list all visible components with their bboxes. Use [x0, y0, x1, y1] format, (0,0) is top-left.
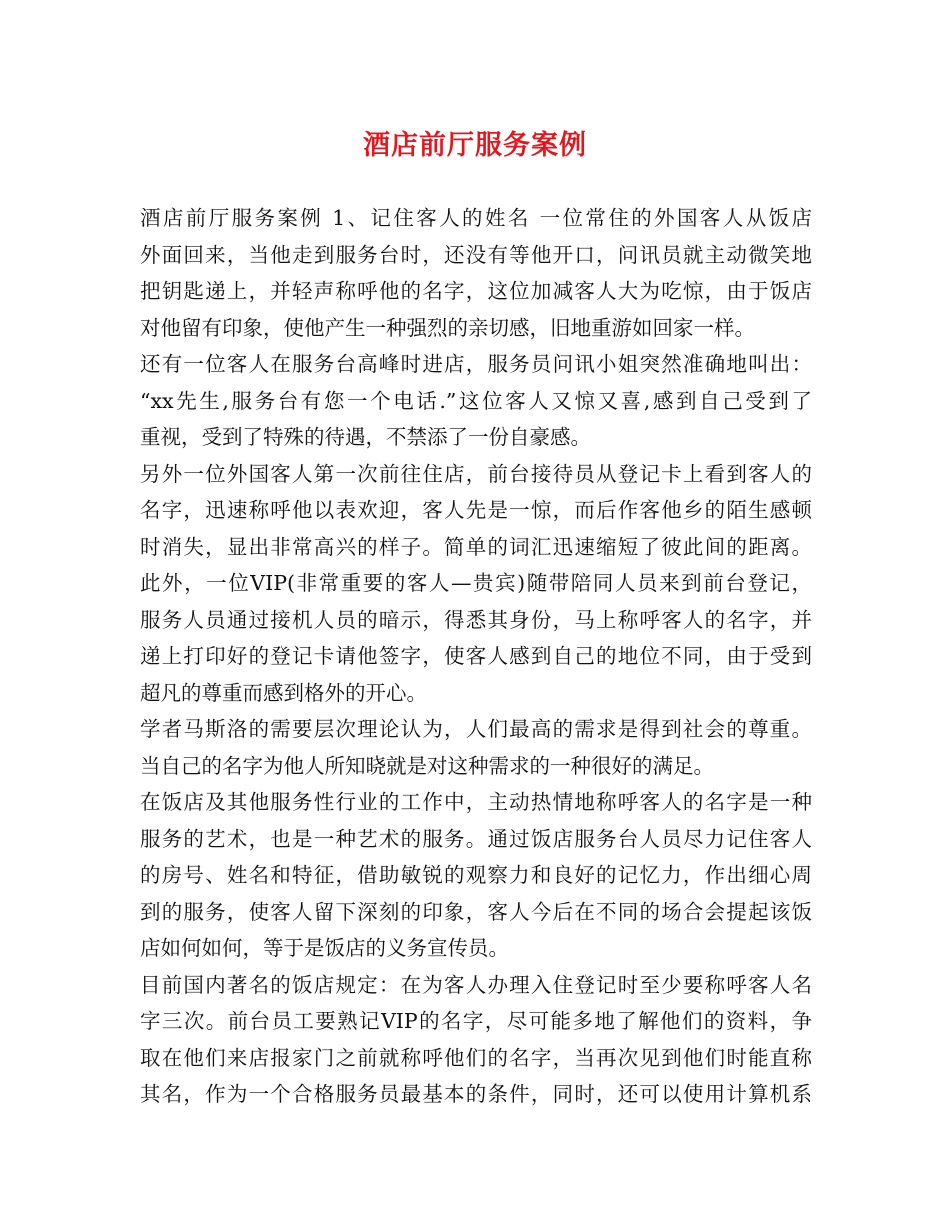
- text-line: “xx先生,服务台有您一个电话.”这位客人又惊又喜,感到自己受到了: [140, 388, 812, 413]
- text-line: 服务的艺术，也是一种艺术的服务。通过饭店服务台人员尽力记住客人: [140, 826, 812, 851]
- text-line: 其名，作为一个合格服务员最基本的条件，同时，还可以使用计算机系: [140, 1082, 812, 1106]
- text-line: 到的服务，使客人留下深刻的印象，客人今后在不同的场合会提起该饭: [140, 899, 812, 924]
- text-line: 店如何如何，等于是饭店的义务宣传员。: [140, 936, 509, 960]
- text-line: 服务人员通过接机人员的暗示，得悉其身份，马上称呼客人的名字，并: [140, 607, 812, 632]
- text-line: 目前国内著名的饭店规定：在为客人办理入住登记时至少要称呼客人名: [140, 972, 812, 997]
- text-line: 字三次。前台员工要熟记VIP的名字，尽可能多地了解他们的资料，争: [140, 1009, 812, 1033]
- text-line: 的房号、姓名和特征，借助敏锐的观察力和良好的记忆力，作出细心周: [140, 863, 812, 887]
- text-line: 学者马斯洛的需要层次理论认为，人们最高的需求是得到社会的尊重。: [140, 717, 812, 741]
- text-line: 递上打印好的登记卡请他签字，使客人感到自己的地位不同，由于受到: [140, 644, 812, 668]
- text-line: 把钥匙递上，并轻声称呼他的名字，这位加减客人大为吃惊，由于饭店: [140, 279, 812, 303]
- text-line: 此外，一位VIP(非常重要的客人—贵宾)随带陪同人员来到前台登记，: [140, 571, 812, 595]
- text-line: 另外一位外国客人第一次前往住店，前台接待员从登记卡上看到客人的: [140, 461, 812, 486]
- text-line: 当自己的名字为他人所知晓就是对这种需求的一种很好的满足。: [140, 753, 714, 778]
- text-line: 取在他们来店报家门之前就称呼他们的名字，当再次见到他们时能直称: [140, 1045, 812, 1070]
- text-line: 酒店前厅服务案例 1、记住客人的姓名 一位常住的外国客人从饭店: [140, 206, 812, 230]
- text-line: 在饭店及其他服务性行业的工作中，主动热情地称呼客人的名字是一种: [140, 790, 812, 814]
- text-line: 超凡的尊重而感到格外的开心。: [140, 680, 427, 705]
- document-title: 酒店前厅服务案例: [363, 130, 587, 161]
- text-line: 对他留有印象，使他产生一种强烈的亲切感，旧地重游如回家一样。: [140, 315, 755, 340]
- text-line: 重视，受到了特殊的待遇，不禁添了一份自豪感。: [140, 425, 591, 449]
- document-body: [140, 200, 812, 1113]
- text-line: 名字，迅速称呼他以表欢迎，客人先是一惊，而后作客他乡的陌生感顿: [140, 498, 812, 522]
- text-line: 时消失，显出非常高兴的样子。简单的词汇迅速缩短了彼此间的距离。: [140, 534, 812, 559]
- text-line: 还有一位客人在服务台高峰时进店，服务员问讯小姐突然准确地叫出：: [140, 352, 812, 376]
- text-line: 外面回来，当他走到服务台时，还没有等他开口，问讯员就主动微笑地: [140, 242, 812, 267]
